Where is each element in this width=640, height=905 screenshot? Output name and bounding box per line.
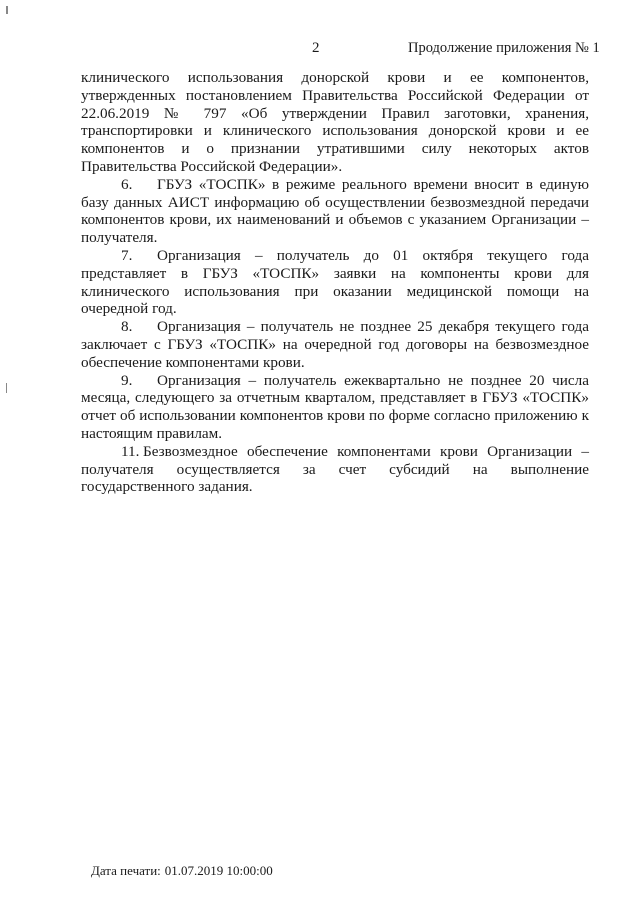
paragraph-8	[81, 318, 589, 371]
margin-mark	[6, 6, 8, 14]
margin-mark	[6, 383, 7, 393]
paragraph-number: 8.	[121, 318, 133, 336]
print-date-value: 01.07.2019 10:00:00	[164, 863, 273, 878]
page-number: 2	[312, 40, 320, 56]
paragraph-text: Организация – получатель ежеквартально не позднее 20 числа месяца, следующего за отчетным кварталом, представляет в ГБУЗ «ТОСПК» отчет об использовании компонентов крови по форме согласно приложению к настоящим правилам.	[81, 371, 589, 442]
paragraph-6	[81, 176, 589, 247]
continuation-note: Продолжение приложения № 1	[408, 40, 600, 56]
paragraph-text: ГБУЗ «ТОСПК» в режиме реального времени вносит в единую базу данных АИСТ информацию об осуществлении безвозмездной передачи компонентов крови, их наименований и объемов с указанием Организации – получателя.	[81, 175, 589, 247]
print-date-label: Дата печати:	[91, 863, 161, 878]
print-date	[91, 863, 273, 879]
paragraph-text: клинического использования донорской крови и ее компонентов, утвержденных постановлением Правительства Российской Федерации от 22.06.2019 № 797 «Об утверждении Правил заготовки, хранения, транспортировки и клинического использования донорской крови и ее компонентов и о признании утратившими силу некоторых актов Правительства Российской Федерации».	[81, 69, 589, 175]
paragraph-11	[81, 443, 589, 496]
paragraph-7	[81, 247, 589, 318]
paragraph-text: Безвозмездное обеспечение компонентами крови Организации – получателя осуществляется за счет субсидий на выполнение государственного задания.	[81, 442, 589, 496]
paragraph-9	[81, 372, 589, 443]
paragraph-text: Организация – получатель не позднее 25 декабря текущего года заключает с ГБУЗ «ТОСПК» на очередной год договоры на безвозмездное обеспечение компонентами крови.	[81, 318, 589, 371]
paragraph-number: 6.	[121, 175, 133, 193]
paragraph-continuation	[81, 69, 589, 176]
document-body	[81, 69, 589, 496]
paragraph-text: Организация – получатель до 01 октября текущего года представляет в ГБУЗ «ТОСПК» заявки на компоненты крови для клинического использования при оказании медицинской помощи на очередной год.	[81, 246, 589, 318]
paragraph-number: 11.	[121, 442, 140, 460]
paragraph-number: 7.	[121, 246, 133, 264]
paragraph-number: 9.	[121, 371, 133, 389]
